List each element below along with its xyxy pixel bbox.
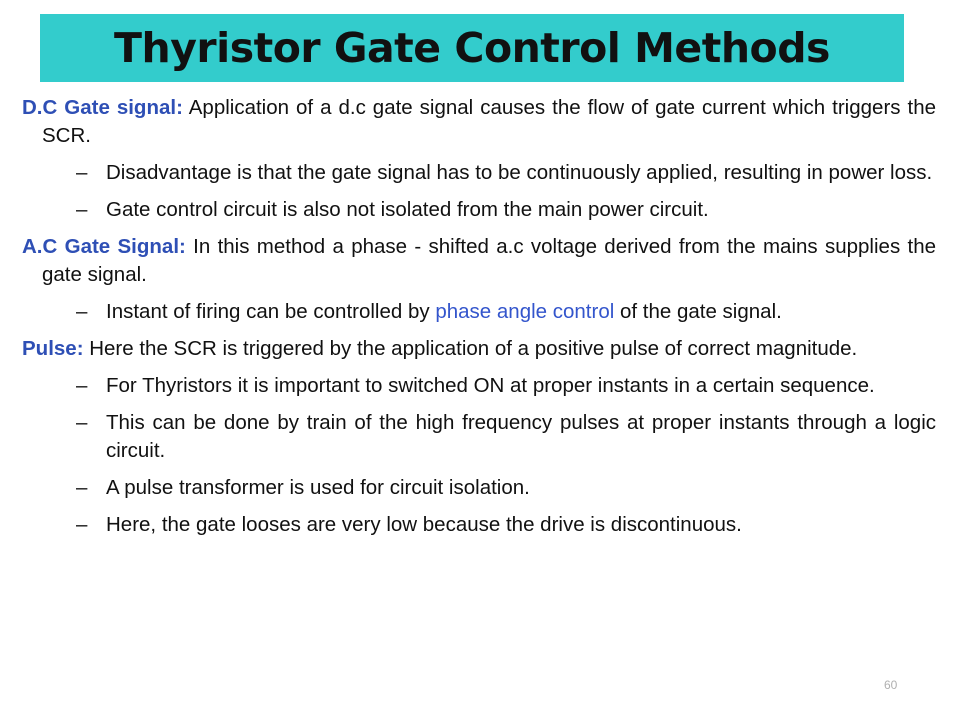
dc-gate-bullet-2 xyxy=(22,196,936,224)
ac-gate-paragraph xyxy=(22,233,936,289)
dc-gate-term: D.C Gate signal: xyxy=(22,96,183,119)
ac-gate-term: A.C Gate Signal: xyxy=(22,235,186,258)
dash-marker: – xyxy=(76,300,88,323)
slide-body xyxy=(22,94,936,548)
slide-title: Thyristor Gate Control Methods xyxy=(114,24,830,72)
title-bar xyxy=(40,14,904,82)
dash-marker: – xyxy=(76,476,88,499)
dash-marker: – xyxy=(76,513,88,536)
bullet-text: This can be done by train of the high frequency pulses at proper instants through a logic circuit. xyxy=(106,411,936,462)
pulse-paragraph xyxy=(22,335,936,363)
dc-gate-paragraph xyxy=(22,94,936,150)
phase-angle-control-highlight: phase angle control xyxy=(435,300,615,323)
pulse-bullet-4 xyxy=(22,511,936,539)
pulse-term: Pulse: xyxy=(22,337,84,360)
pulse-bullet-1 xyxy=(22,372,936,400)
page-number: 60 xyxy=(884,678,898,692)
ac-gate-text: In this method a phase - shifted a.c voltage derived from the mains supplies the gate signal. xyxy=(42,235,937,286)
dc-gate-text: Application of a d.c gate signal causes the flow of gate current which triggers the SCR. xyxy=(42,96,936,147)
bullet-text: For Thyristors it is important to switched ON at proper instants in a certain sequence. xyxy=(106,374,875,397)
pulse-text: Here the SCR is triggered by the application of a positive pulse of correct magnitude. xyxy=(83,337,858,360)
dc-gate-bullet-1 xyxy=(22,159,936,187)
dash-marker: – xyxy=(76,161,88,184)
bullet-text-after: of the gate signal. xyxy=(614,300,782,323)
bullet-text: Here, the gate looses are very low because the drive is discontinuous. xyxy=(106,513,742,536)
bullet-text: A pulse transformer is used for circuit isolation. xyxy=(106,476,530,499)
bullet-text-before: Instant of firing can be controlled by xyxy=(106,300,436,323)
dash-marker: – xyxy=(76,198,88,221)
bullet-text: Gate control circuit is also not isolated from the main power circuit. xyxy=(106,198,709,221)
pulse-bullet-3 xyxy=(22,474,936,502)
dash-marker: – xyxy=(76,374,88,397)
pulse-bullet-2 xyxy=(22,409,936,465)
dash-marker: – xyxy=(76,411,88,434)
ac-gate-bullet-1 xyxy=(22,298,936,326)
bullet-text: Disadvantage is that the gate signal has to be continuously applied, resulting in power loss. xyxy=(106,161,933,184)
